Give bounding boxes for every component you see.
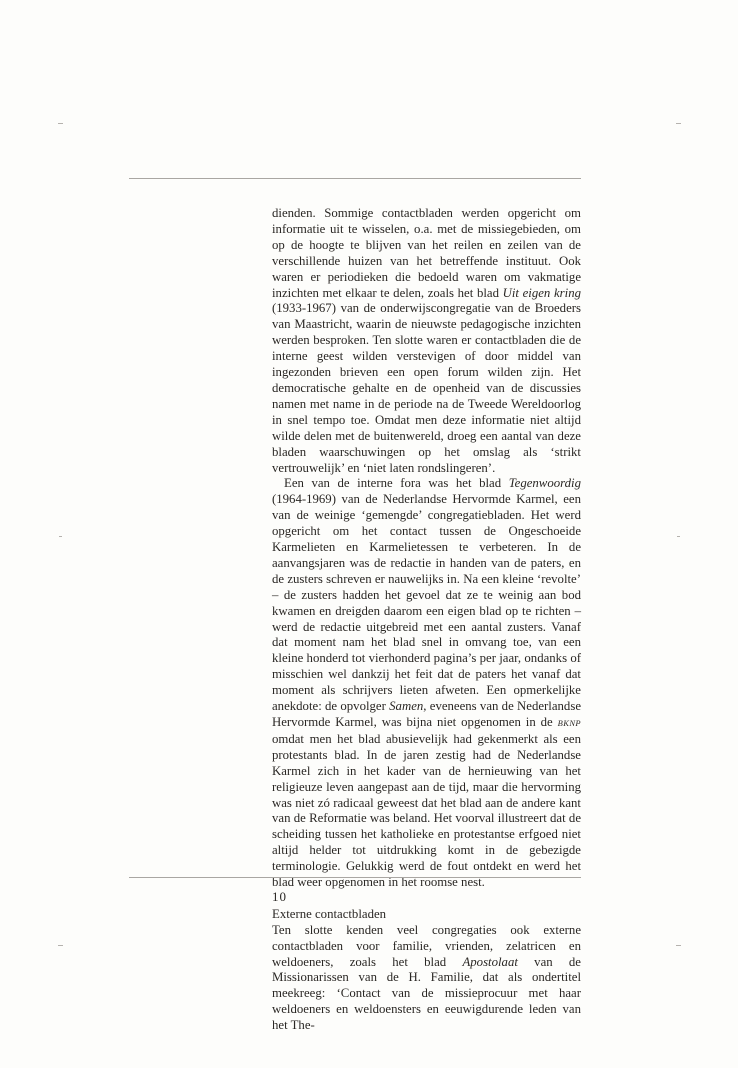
crop-mark-top-left bbox=[58, 123, 63, 124]
registration-mark-left bbox=[59, 536, 62, 537]
paragraph-1-text-2: (1933-1967) van de onderwijscongregatie van de Broeders van Maastricht, waarin de nieuwste pedagogische inzichten werden besproken. Ten slotte waren er contactbladen die de interne geest wilden verstevigen of door middel van ingezonden brieven een open forum wilden zijn. Het democratische gehalte en de openheid van de discussies namen met name in de periode na de Tweede Wereldoorlog in snel tempo toe. Omdat men deze informatie niet altijd wilde delen met de buitenwereld, droeg een aantal van deze bladen waarschuwingen op het omslag als ‘strikt vertrouwelijk’ en ‘niet laten rondslingeren’. bbox=[272, 301, 581, 475]
section-heading: Externe contactbladen bbox=[272, 906, 387, 921]
body-text bbox=[272, 206, 581, 1034]
paragraph-2-text-4: omdat men het blad abusievelijk had gekenmerkt als een protestants blad. In de jaren zestig had de Nederlandse Karmel zich in het kader van de hernieuwing van het religieuze leven aangepast aan de tijd, maar die hervorming was niet zó radicaal geweest dat het blad aan de andere kant van de Reformatie was beland. Het voorval illustreert dat de scheiding tussen het katholieke en protestantse erfgoed niet altijd helder tot uitdrukking komt in de gebezigde terminologie. Gelukkig werd de fout ontdekt en werd het blad weer opgenomen in het roomse nest. bbox=[272, 731, 581, 890]
paragraph-3-text-2: van de Missionarissen van de H. Familie, dat als ondertitel meekreeg: ‘Contact van de missieprocuur met haar weldoeners en weldoensters en eeuwigdurende leden van het The- bbox=[272, 954, 581, 1033]
paragraph-3-text-1: Ten slotte kenden veel congregaties ook externe contactbladen voor familie, vrienden, zelatricen en weldoeners, zoals het blad bbox=[272, 922, 581, 969]
footnote-rule bbox=[129, 877, 255, 878]
paragraph-2-text-3: , eveneens van de Nederlandse Hervormde Karmel, was bijna niet opgenomen in de bbox=[272, 699, 581, 729]
paragraph-1-text-1: dienden. Sommige contactbladen werden opgericht om informatie uit te wisselen, o.a. met de missiegebieden, om op de hoogte te blijven van het reilen en zeilen van de verschillende huizen van het betreffende instituut. Ook waren er periodieken die bedoeld waren om vakmatige inzichten met elkaar te delen, zoals het blad bbox=[272, 206, 581, 300]
paragraph-1 bbox=[272, 206, 581, 476]
publication-title-apostolaat: Apostolaat bbox=[462, 954, 518, 969]
page-number: 10 bbox=[272, 889, 287, 904]
publication-title-uit-eigen-kring: Uit eigen kring bbox=[502, 285, 581, 300]
paragraph-2 bbox=[272, 476, 581, 891]
paragraph-3 bbox=[272, 923, 581, 1034]
crop-mark-bottom-left bbox=[58, 945, 63, 946]
crop-mark-top-right bbox=[676, 123, 681, 124]
paragraph-2-text-1: Een van de interne fora was het blad bbox=[284, 476, 509, 491]
crop-mark-bottom-right bbox=[676, 945, 681, 946]
publication-title-samen: Samen bbox=[389, 699, 424, 714]
header-rule bbox=[129, 178, 581, 179]
paragraph-2-text-2: (1964-1969) van de Nederlandse Hervormde Karmel, een van de weinige ‘gemengde’ congregatiebladen. Het werd opgericht om het contact tussen de Ongeschoeide Karmelieten en Karmelietessen te verbeteren. In de aanvangsjaren was de redactie in handen van de paters, en de zusters schreven er nauwelijks in. Na een kleine ‘revolte’ – de zusters hadden het gevoel dat ze te weinig aan bod kwamen en dreigden daarom een eigen blad op te richten – werd de redactie uitgebreid met een aantal zusters. Vanaf dat moment nam het blad snel in omvang toe, van een kleine honderd tot vierhonderd pagina’s per jaar, ondanks of misschien wel dankzij het feit dat de paters het vanaf dat moment als schrijvers lieten afweten. Een opmerkelijke anekdote: de opvolger bbox=[272, 492, 581, 714]
publication-title-tegenwoordig: Tegenwoordig bbox=[508, 476, 581, 491]
registration-mark-right bbox=[677, 536, 680, 537]
abbreviation-bknp: BKNP bbox=[557, 718, 581, 728]
